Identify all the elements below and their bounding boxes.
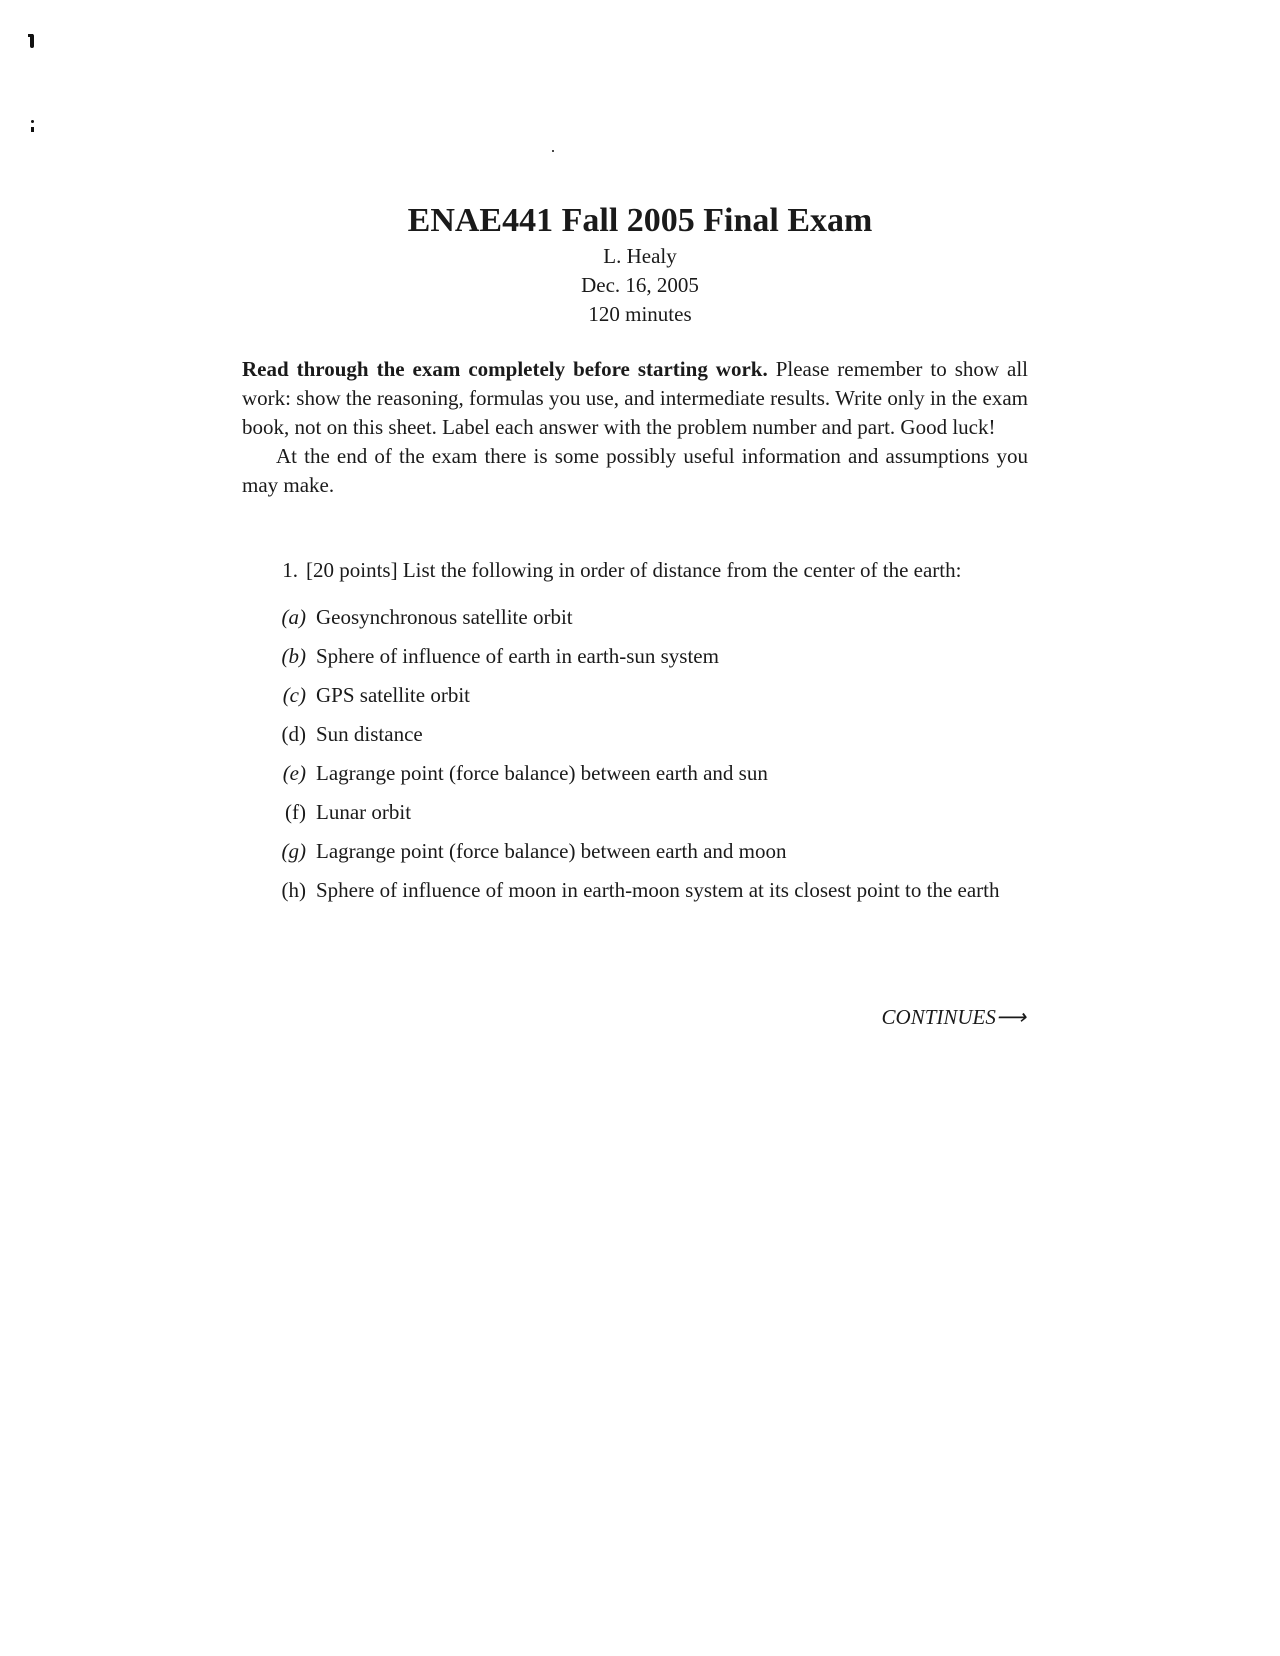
part-label: (g) [281,839,306,863]
instructions-note: At the end of the exam there is some possibly useful information and assumptions you may make. [242,444,1028,497]
part-label: (a) [281,605,306,629]
part-label: (e) [282,761,306,785]
part-text: Lagrange point (force balance) between earth and sun [316,761,768,785]
exam-author: L. Healy [603,244,677,268]
exam-duration: 120 minutes [588,302,692,326]
part-text: Geosynchronous satellite orbit [316,605,573,629]
scan-speck [30,34,34,48]
part-label: (d) [281,722,306,746]
scan-speck [552,150,554,152]
list-item [242,642,1028,671]
list-item [242,759,1028,788]
problem-1-header [242,556,1028,585]
exam-title: ENAE441 Fall 2005 Final Exam [407,202,873,239]
list-item [242,837,1028,866]
part-text: Sun distance [316,722,423,746]
exam-instructions [242,355,1028,500]
instructions-paragraph [242,355,1028,442]
problem-number: 1. [282,558,298,582]
part-label: (b) [281,644,306,668]
exam-header [240,200,1040,329]
list-item [242,720,1028,749]
part-text: GPS satellite orbit [316,683,470,707]
list-item [242,876,1028,905]
part-label: (f) [285,800,306,824]
problem-1 [242,556,1028,915]
part-label: (h) [281,878,306,902]
list-item [242,603,1028,632]
part-label: (c) [282,683,306,707]
exam-date: Dec. 16, 2005 [581,273,699,297]
instructions-text: Please remember to show all work: show the reasoning, formulas you use, and intermediate results. Write only in the exam book, not on this sheet. Label each answer with the problem number and part. Good luck! [242,357,1029,439]
part-text: Sphere of influence of moon in earth-moon system at its closest point to the earth [316,878,1000,902]
part-text: Sphere of influence of earth in earth-sun system [316,644,719,668]
problem-prompt: [20 points] List the following in order of distance from the center of the earth: [306,558,962,582]
part-text: Lagrange point (force balance) between earth and moon [316,839,787,863]
list-item [242,681,1028,710]
problem-1-parts [242,603,1028,905]
instructions-lead: Read through the exam completely before starting work. [242,357,768,381]
part-text: Lunar orbit [316,800,412,824]
list-item [242,798,1028,827]
continues-label: CONTINUES⟶ [881,1005,1026,1029]
scan-speck [31,120,34,123]
